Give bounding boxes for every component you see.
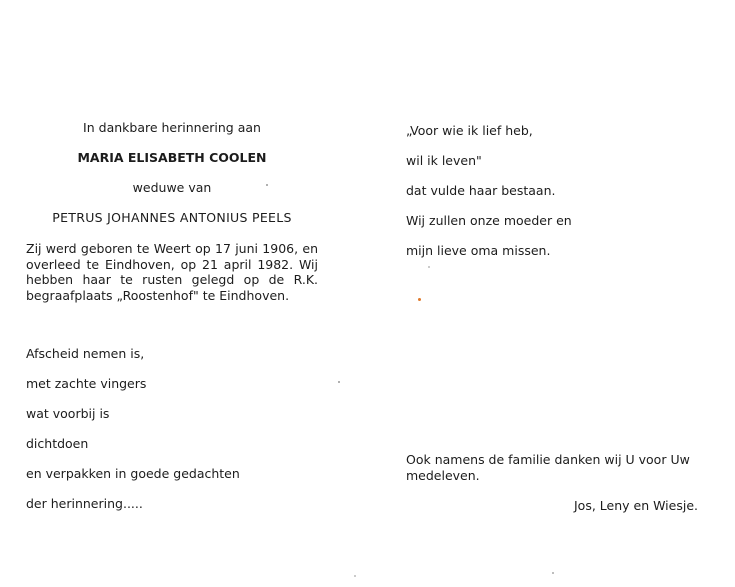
husband-name: PETRUS JOHANNES ANTONIUS PEELS — [52, 210, 292, 225]
biography-paragraph: Zij werd geboren te Weert op 17 juni 1906, en overleed te Eindhoven, op 21 april 1982. Wij hebben haar te rusten gelegd op de R.K. begraafplaats „Roostenhof" te Eindhoven. — [26, 241, 318, 303]
poem-line: der herinnering..... — [26, 496, 143, 511]
quote-line: dat vulde haar bestaan. — [406, 183, 556, 198]
thanks-text: Ook namens de familie danken wij U voor Uw medeleven. — [406, 452, 690, 483]
quote-line: „Voor wie ik lief heb, — [406, 123, 533, 138]
scan-speck — [338, 381, 340, 383]
poem-line: en verpakken in goede gedachten — [26, 466, 240, 481]
widow-of-text: weduwe van — [132, 180, 212, 195]
scan-speck — [552, 572, 554, 574]
quote-line: wil ik leven" — [406, 153, 482, 168]
intro-text: In dankbare herinnering aan — [83, 120, 261, 135]
quote-line: mijn lieve oma missen. — [406, 243, 551, 258]
quote-line: Wij zullen onze moeder en — [406, 213, 572, 228]
poem-line: wat voorbij is — [26, 406, 110, 421]
scan-speck — [354, 575, 356, 577]
scan-speck — [418, 298, 421, 301]
signature: Jos, Leny en Wiesje. — [573, 498, 698, 513]
poem-line: met zachte vingers — [26, 376, 147, 391]
poem-line: Afscheid nemen is, — [26, 346, 145, 361]
poem-line: dichtdoen — [26, 436, 89, 451]
deceased-name: MARIA ELISABETH COOLEN — [77, 150, 267, 165]
scan-speck — [266, 184, 268, 186]
scan-speck — [428, 266, 430, 268]
